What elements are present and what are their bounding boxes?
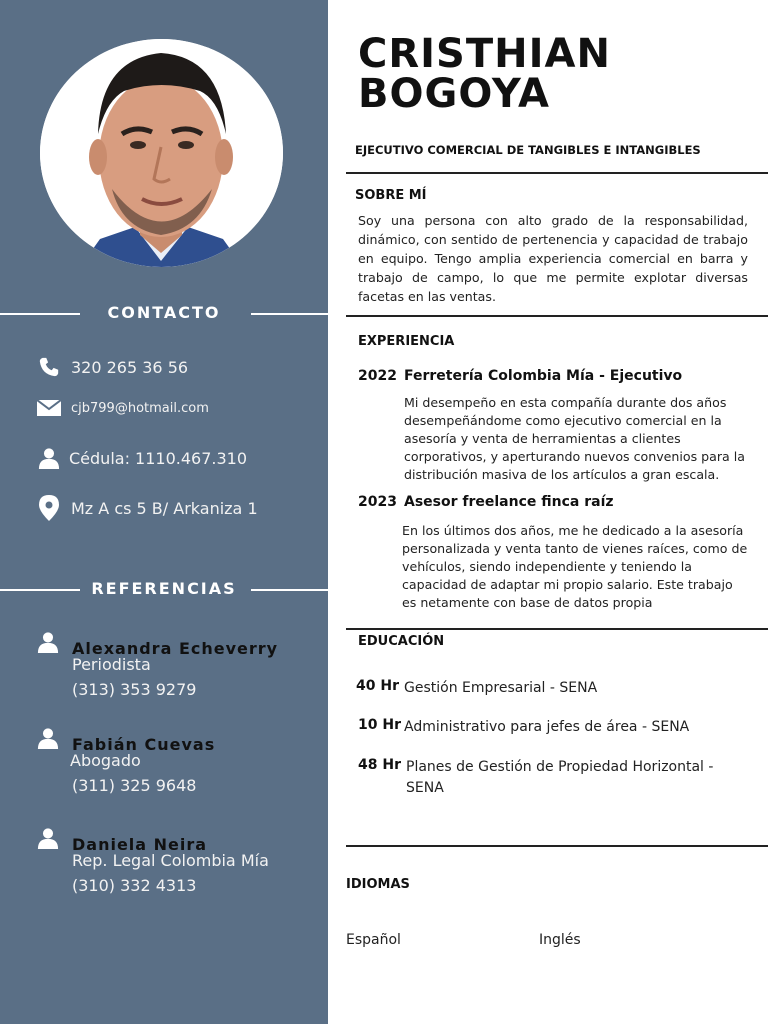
languages-title: IDIOMAS xyxy=(346,877,410,892)
email-text: cjb799@hotmail.com xyxy=(71,400,209,416)
education-hours: 40 Hr xyxy=(356,678,399,694)
education-hours: 48 Hr xyxy=(358,757,401,773)
reference-role: Abogado xyxy=(70,751,141,770)
main-content xyxy=(328,0,768,1024)
user-icon xyxy=(37,727,61,751)
references-title: REFERENCIAS xyxy=(91,579,237,598)
experience-role: Ferretería Colombia Mía - Ejecutivo xyxy=(404,368,683,384)
email-icon xyxy=(37,396,61,420)
reference-role: Rep. Legal Colombia Mía xyxy=(72,851,269,870)
location-pin-icon xyxy=(37,496,61,520)
reference-name: Daniela Neira xyxy=(72,835,208,854)
reference-name: Fabián Cuevas xyxy=(72,735,216,754)
education-title: EDUCACIÓN xyxy=(358,634,445,649)
experience-item-header xyxy=(358,368,682,384)
language-item: Español xyxy=(346,932,401,948)
contact-id xyxy=(37,445,247,471)
reference-phone: (313) 353 9279 xyxy=(72,680,197,699)
divider xyxy=(346,315,768,317)
user-icon xyxy=(37,827,61,851)
phone-icon xyxy=(37,355,61,379)
experience-year: 2023 xyxy=(358,494,397,510)
address-text: Mz A cs 5 B/ Arkaniza 1 xyxy=(71,498,258,518)
profile-photo xyxy=(40,39,283,267)
reference-phone: (310) 332 4313 xyxy=(72,876,197,895)
first-name: CRISTHIAN xyxy=(358,31,611,77)
experience-description: Mi desempeño en esta compañía durante dos años desempeñándome como ejecutivo comercial en la asesoría y venta de herramientas a clientes corporativos, y aperturando nuevos convenios para la distribución masiva de los artículos a gran escala. xyxy=(404,395,745,482)
education-course: Planes de Gestión de Propiedad Horizontal - SENA xyxy=(406,759,714,796)
experience-title: EXPERIENCIA xyxy=(358,334,455,349)
references-section-header xyxy=(0,579,328,599)
reference-name: Alexandra Echeverry xyxy=(72,639,279,658)
education-course: Administrativo para jefes de área - SENA xyxy=(404,719,690,735)
contact-email xyxy=(37,395,209,421)
education-hours: 10 Hr xyxy=(358,717,401,733)
full-name xyxy=(358,31,611,117)
reference-phone: (311) 325 9648 xyxy=(72,776,197,795)
experience-item-header xyxy=(358,494,614,510)
id-text: Cédula: 1110.467.310 xyxy=(69,448,248,468)
experience-description: En los últimos dos años, me he dedicado a la asesoría personalizada y venta tanto de vienes raíces, como de vehículos, siendo independiente y teniendo la capacidad de adaptar mi propio salario. Este trabajo es netamente con base de datos propia xyxy=(402,523,748,610)
experience-year: 2022 xyxy=(358,368,397,384)
education-course: Gestión Empresarial - SENA xyxy=(404,680,598,696)
divider xyxy=(346,172,768,174)
divider xyxy=(346,628,768,630)
reference-role: Periodista xyxy=(72,655,151,674)
experience-role: Asesor freelance finca raíz xyxy=(404,494,614,510)
language-item: Inglés xyxy=(539,932,581,948)
sidebar xyxy=(0,0,328,1024)
contact-phone xyxy=(37,354,188,380)
about-text: Soy una persona con alto grado de la responsabilidad, dinámico, con sentido de pertenencia y capacidad de trabajo en equipo. Tengo amplia experiencia comercial en barra y trabajo de campo, lo que me permite explotar diversas facetas en las ventas. xyxy=(358,213,748,304)
last-name: BOGOYA xyxy=(358,71,550,117)
phone-text: 320 265 36 56 xyxy=(71,357,189,377)
contact-section-header xyxy=(0,303,328,323)
job-headline: EJECUTIVO COMERCIAL DE TANGIBLES E INTANGIBLES xyxy=(355,143,701,157)
contact-address xyxy=(37,495,258,521)
divider xyxy=(346,845,768,847)
about-title: SOBRE MÍ xyxy=(355,188,427,203)
contact-title: CONTACTO xyxy=(107,303,221,322)
user-icon xyxy=(37,631,61,655)
user-icon xyxy=(37,446,61,470)
